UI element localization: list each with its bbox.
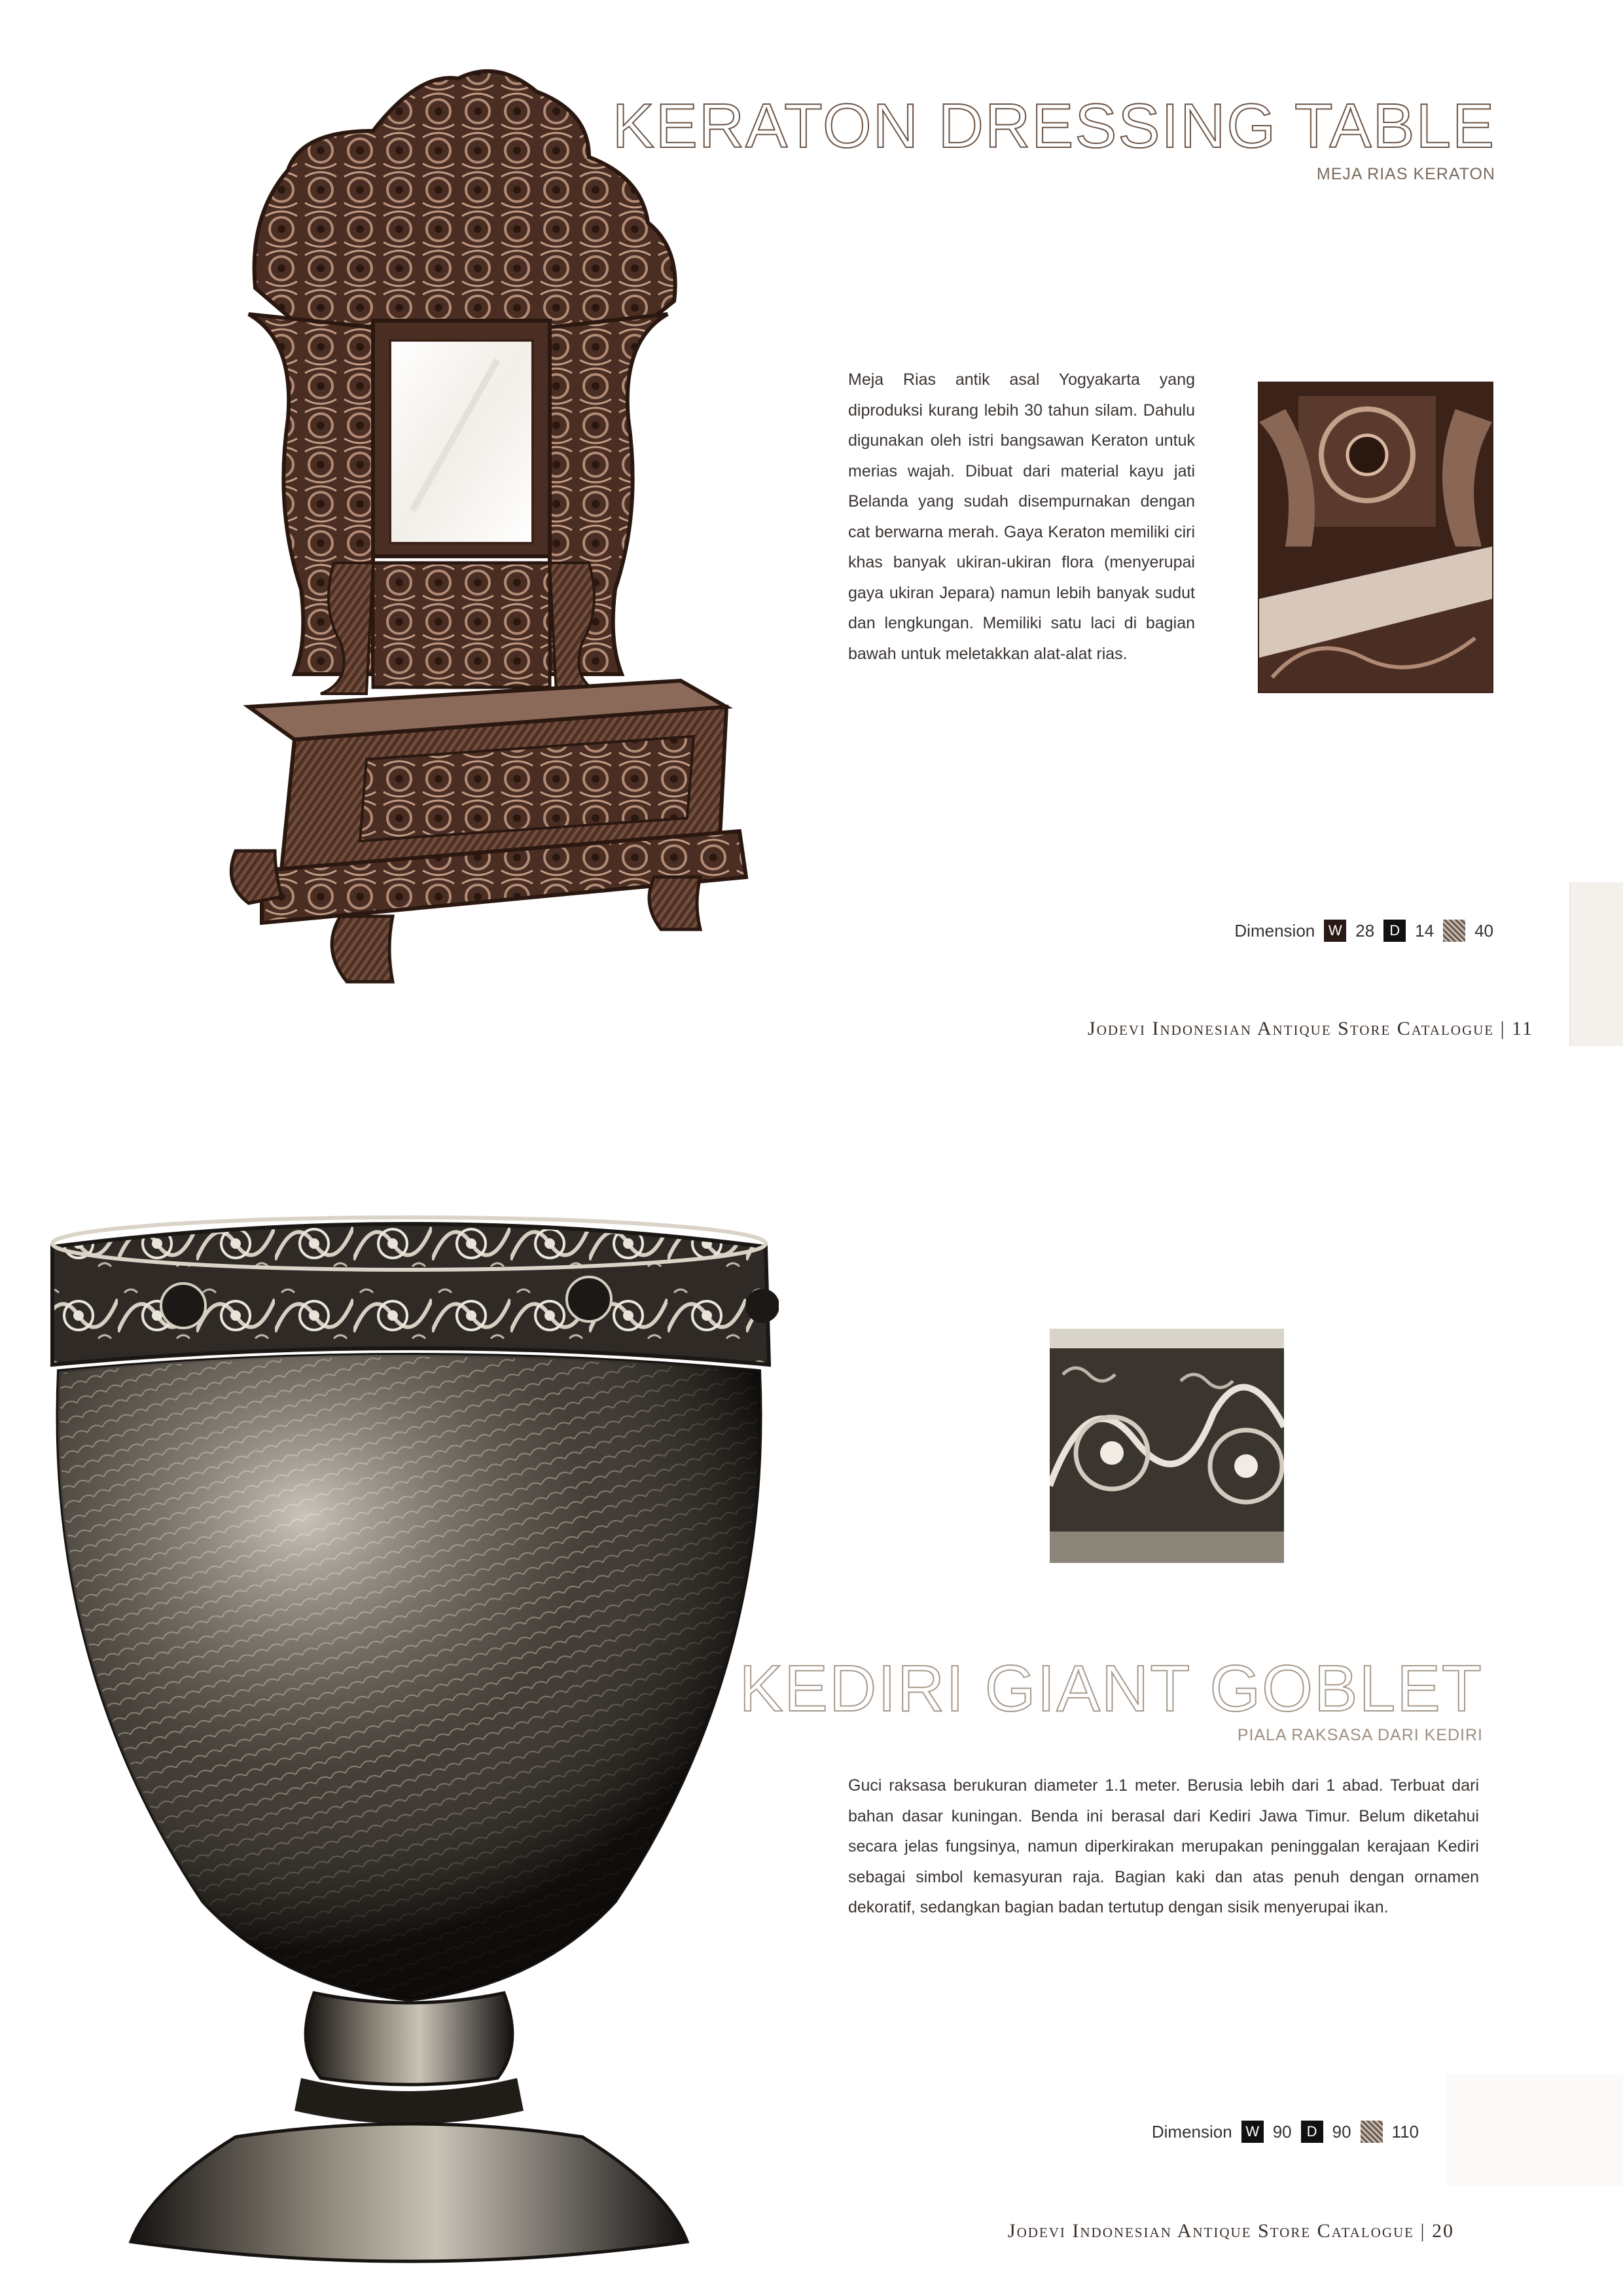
dimension-label: Dimension xyxy=(1234,920,1315,941)
depth-value: 90 xyxy=(1332,2121,1351,2142)
page2-footer: Jodevi Indonesian Antique Store Catalogue | 20 xyxy=(1007,2220,1454,2242)
page2-side-tab xyxy=(1446,2075,1623,2186)
dressing-table-illustration xyxy=(223,52,766,1021)
page2-description: Guci raksasa berukuran diameter 1.1 meter. Berusia lebih dari 1 abad. Terbuat dari bahan dasar kuningan. Benda ini berasal dari Kediri Jawa Timur. Belum diketahui secara jelas fungsinya, namun diperkirakan merupakan peninggalan kerajaan Kediri sebagai simbol kemasyuran raja. Bagian kaki dan atas penuh dengan ornamen dekoratif, sedangkan bagian badan tertutup dengan sisik menyerupai ikan. xyxy=(848,1776,1479,1916)
width-value: 28 xyxy=(1355,920,1375,941)
height-value: 40 xyxy=(1474,920,1493,941)
height-value: 110 xyxy=(1391,2121,1419,2142)
page1-description: Meja Rias antik asal Yogyakarta yang diproduksi kurang lebih 30 tahun silam. Dahulu digunakan oleh istri bangsawan Keraton untuk merias wajah. Dibuat dari material kayu jati Belanda yang sudah disempurnakan dengan cat berwarna merah. Gaya Keraton memiliki ciri khas banyak ukiran-ukiran flora (menyerupai gaya ukiran Jepara) namun lebih banyak sudut dan lengkungan. Memiliki satu laci di bagian bawah untuk meletakkan alat-alat rias. xyxy=(848,370,1195,663)
width-value: 90 xyxy=(1272,2121,1292,2142)
page1-footer: Jodevi Indonesian Antique Store Catalogue | 11 xyxy=(1088,1018,1533,1039)
width-icon: W xyxy=(1241,2121,1264,2143)
goblet-image xyxy=(39,1208,779,2271)
page2-title: KEDIRI GIANT GOBLET xyxy=(739,1652,1483,1725)
goblet-detail-illustration xyxy=(1050,1329,1284,1563)
width-icon: W xyxy=(1324,920,1346,942)
page1-subtitle: MEJA RIAS KERATON xyxy=(1316,165,1495,183)
depth-icon: D xyxy=(1383,920,1406,942)
page1-side-tab xyxy=(1569,882,1623,1046)
page2-dimension-row xyxy=(1152,2121,1419,2143)
page1-title: KERATON DRESSING TABLE xyxy=(612,91,1495,161)
dimension-label: Dimension xyxy=(1151,2121,1232,2142)
dressing-table-image xyxy=(223,52,766,1021)
page1-dimension-row xyxy=(1234,920,1493,942)
dressing-table-detail-illustration xyxy=(1259,383,1492,692)
goblet-detail-image xyxy=(1050,1329,1284,1563)
page2-subtitle: PIALA RAKSASA DARI KEDIRI xyxy=(1237,1726,1483,1744)
depth-value: 14 xyxy=(1415,920,1435,941)
dressing-table-detail-image xyxy=(1258,382,1493,693)
goblet-illustration xyxy=(39,1208,779,2271)
depth-icon: D xyxy=(1301,2121,1323,2143)
height-icon xyxy=(1361,2121,1383,2143)
height-icon xyxy=(1443,920,1465,942)
